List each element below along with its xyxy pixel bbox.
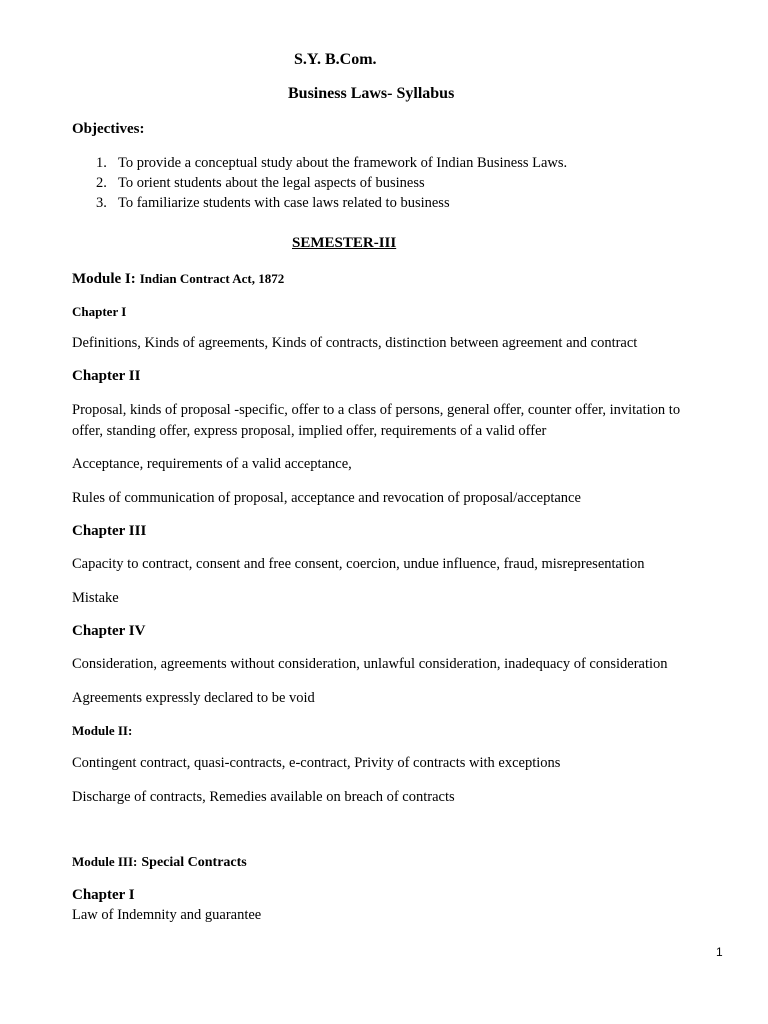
module-2-heading: Module II: <box>72 723 133 738</box>
module-1-chapter-4-para-1: Consideration, agreements without consideration, unlawful consideration, inadequacy of consideration <box>72 656 668 672</box>
module-2-para-1: Contingent contract, quasi-contracts, e-contract, Privity of contracts with exceptions <box>72 755 561 771</box>
module-1-label: Module I: <box>72 271 136 287</box>
module-1-chapter-1-text: Definitions, Kinds of agreements, Kinds of contracts, distinction between agreement and contract <box>72 335 638 351</box>
objectives-heading: Objectives: <box>72 121 145 137</box>
module-1-chapter-3-para-2: Mistake <box>72 590 119 606</box>
objective-number: 3. <box>96 195 107 211</box>
semester-heading: SEMESTER-III <box>292 235 397 251</box>
module-1-chapter-4-heading: Chapter IV <box>72 623 146 639</box>
objective-item: To orient students about the legal aspects of business <box>118 175 425 191</box>
module-2-para-2: Discharge of contracts, Remedies available on breach of contracts <box>72 789 455 805</box>
module-3-chapter-1-heading: Chapter I <box>72 887 135 903</box>
subject-title: Business Laws- Syllabus <box>288 85 455 102</box>
module-1-chapter-2-para-1-cont: offer, standing offer, express proposal, implied offer, requirements of a valid offer <box>72 423 547 439</box>
module-3-chapter-1-text: Law of Indemnity and guarantee <box>72 907 262 923</box>
objective-item: To familiarize students with case laws related to business <box>118 195 450 211</box>
objective-number: 2. <box>96 175 107 191</box>
module-1-chapter-2-para-3: Rules of communication of proposal, acceptance and revocation of proposal/acceptance <box>72 490 581 506</box>
module-1-chapter-2-para-2: Acceptance, requirements of a valid acceptance, <box>72 456 352 472</box>
objective-item: To provide a conceptual study about the framework of Indian Business Laws. <box>118 155 568 171</box>
module-1-chapter-4-para-2: Agreements expressly declared to be void <box>72 690 315 706</box>
module-1-title: Indian Contract Act, 1872 <box>139 271 285 286</box>
module-1-heading <box>72 271 284 287</box>
course-title: S.Y. B.Com. <box>294 51 377 68</box>
module-3-heading <box>72 854 247 870</box>
module-3-label: Module III: <box>72 854 138 869</box>
objective-number: 1. <box>96 155 107 171</box>
module-1-chapter-3-para-1: Capacity to contract, consent and free consent, coercion, undue influence, fraud, misrepresentation <box>72 556 645 572</box>
module-1-chapter-2-heading: Chapter II <box>72 368 141 384</box>
module-1-chapter-2-para-1: Proposal, kinds of proposal -specific, offer to a class of persons, general offer, counter offer, invitation to <box>72 402 681 418</box>
module-3-title: Special Contracts <box>141 855 247 870</box>
page-number: 1 <box>716 945 723 959</box>
module-1-chapter-3-heading: Chapter III <box>72 523 147 539</box>
module-1-chapter-1-heading: Chapter I <box>72 304 127 319</box>
